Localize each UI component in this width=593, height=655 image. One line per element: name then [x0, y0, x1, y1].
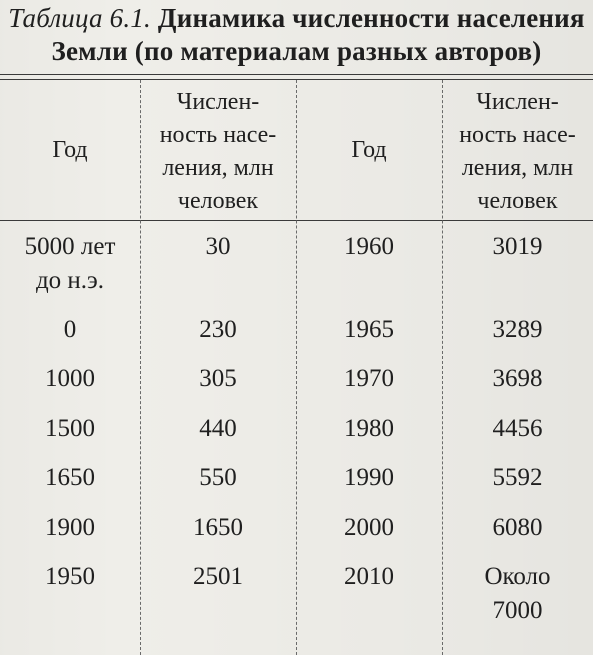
- table-title-part-1: Динамика численности населения: [157, 3, 585, 33]
- table-cell-year: 1650: [45, 464, 95, 491]
- table-cell-population: 305: [199, 365, 237, 392]
- table-cell-population: 30: [205, 233, 231, 260]
- table-cell-year: 1990: [344, 464, 394, 491]
- header-year-1: Год: [52, 137, 88, 163]
- table-cell-population: 3289: [492, 316, 543, 343]
- table-cell-year: 2000: [344, 514, 394, 541]
- table-cell-population: 5592: [492, 464, 543, 491]
- table-cell-year: 1900: [45, 514, 95, 541]
- table-cell-year: 1500: [45, 415, 95, 442]
- header-population-1-line: человек: [177, 188, 259, 214]
- table-cell-population: 550: [199, 464, 237, 491]
- table-top-rule: [0, 74, 593, 75]
- table-cell-year: 2010: [344, 563, 394, 590]
- table-cell-population: 2501: [193, 563, 243, 590]
- table-cell-population: 4456: [492, 415, 543, 442]
- table-cell-year: 5000 лет: [24, 233, 116, 260]
- header-population-2-line: человек: [477, 188, 558, 214]
- table-cell-year: 1965: [344, 316, 394, 343]
- table-cell-population-value: 7000: [492, 597, 543, 624]
- table-cell-population: 230: [199, 316, 237, 343]
- header-population-2-line: ления, млн: [461, 155, 574, 181]
- table-cell-year: 1000: [45, 365, 95, 392]
- header-population-1: [140, 86, 296, 218]
- header-population-2-line: ность насе-: [459, 122, 576, 148]
- header-population-2-line: Числен-: [476, 89, 559, 115]
- table-cell-year: 1970: [344, 365, 394, 392]
- table-cell-population: 3698: [492, 365, 543, 392]
- caption-line-1: [0, 0, 593, 36]
- table-cell-year: 0: [63, 316, 77, 343]
- table-cell-year: 1950: [45, 563, 95, 590]
- header-year-2: Год: [351, 137, 387, 163]
- table-cell-population: Около: [484, 563, 551, 590]
- header-population-1-line: Числен-: [176, 89, 260, 115]
- table-title-part-2: Земли (по материалам разных авторов): [51, 36, 542, 66]
- table-cell-population: 440: [199, 415, 237, 442]
- table-cell-population: 3019: [492, 233, 543, 260]
- table-cell-year: 1960: [344, 233, 394, 260]
- table-cell-year-suffix: до н.э.: [35, 267, 105, 294]
- header-population-2: [442, 86, 593, 218]
- header-population-1-line: ность насе-: [159, 122, 277, 148]
- table-cell-year: 1980: [344, 415, 394, 442]
- table-cell-population: 1650: [193, 514, 243, 541]
- table-number: Таблица 6.1.: [8, 3, 151, 33]
- header-population-1-line: ления, млн: [162, 155, 274, 181]
- table-cell-population: 6080: [492, 514, 543, 541]
